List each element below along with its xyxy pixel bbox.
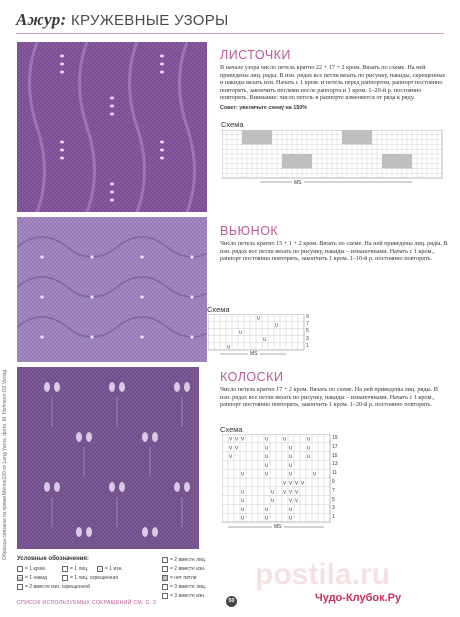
- legend-item-knit: = 1 лиц.: [62, 566, 88, 572]
- svg-text:V: V: [295, 490, 299, 496]
- knitting-chart-vine: [208, 314, 318, 364]
- purl-2tog-crossed-icon: [17, 584, 23, 590]
- row-number: 15: [332, 452, 338, 459]
- svg-text:U: U: [271, 499, 275, 505]
- svg-text:U: U: [289, 472, 293, 478]
- svg-text:U: U: [265, 437, 269, 443]
- row-number: 3: [306, 335, 309, 342]
- page-number: 50: [226, 596, 237, 607]
- svg-text:U: U: [289, 463, 293, 469]
- row-number: 13: [332, 461, 338, 468]
- svg-text:U: U: [275, 323, 279, 329]
- knitting-chart-leaves: [222, 130, 450, 192]
- section-title: ЛИСТОЧКИ: [220, 48, 291, 62]
- svg-text:U: U: [283, 437, 287, 443]
- row-number: 9: [332, 478, 335, 485]
- purl-2tog-icon: [162, 566, 168, 572]
- swatch-photo-spikes: [17, 367, 207, 549]
- knit-crossed-icon: [62, 575, 68, 581]
- row-numbers: [332, 434, 338, 522]
- row-number: 3: [332, 505, 335, 512]
- ms-label: MS: [250, 351, 258, 357]
- ms-label: MS: [294, 180, 302, 186]
- knitting-chart-spikes: [222, 434, 342, 534]
- row-number: 7: [306, 321, 309, 328]
- row-number: 5: [332, 496, 335, 503]
- legend-item-yarn-over: U = 1 накид: [18, 575, 47, 581]
- svg-text:U: U: [263, 338, 267, 344]
- row-number: 7: [332, 487, 335, 494]
- page-title: [16, 10, 229, 30]
- legend-item-purl: – = 1 изн.: [98, 566, 123, 572]
- row-number: 1: [306, 342, 309, 349]
- svg-text:U: U: [265, 472, 269, 478]
- svg-text:V: V: [283, 490, 287, 496]
- legend-title: Условные обозначения:: [17, 556, 89, 562]
- svg-text:U: U: [227, 345, 231, 351]
- svg-text:V: V: [229, 446, 233, 452]
- svg-text:V: V: [295, 499, 299, 505]
- svg-text:V: V: [229, 437, 233, 443]
- page-header: [0, 0, 460, 40]
- ms-label: MS: [274, 524, 282, 530]
- legend-item-2tog-purl: = 2 вместе изн.: [162, 566, 205, 572]
- svg-text:U: U: [241, 490, 245, 496]
- svg-text:U: U: [241, 507, 245, 513]
- watermark: postila.ru: [255, 558, 391, 591]
- svg-text:V: V: [289, 499, 293, 505]
- knit-icon: [62, 566, 68, 572]
- svg-text:V: V: [241, 437, 245, 443]
- svg-text:V: V: [235, 437, 239, 443]
- svg-text:V: V: [295, 481, 299, 487]
- svg-text:U: U: [289, 507, 293, 513]
- yarn-over-icon: U: [18, 576, 22, 581]
- legend-item-3tog-purl: = 3 вместе изн.: [162, 593, 205, 599]
- svg-text:V: V: [301, 481, 305, 487]
- legend-item-2tog-knit: = 2 вместе лиц.: [162, 557, 206, 563]
- section-description: В начале узора число петель кратно 22 + 17 + 2 кром. Вязать по схеме. На ней приведены лиц. ряды. В изн. рядах все петли вязать по рисунку, накиды, скрещенные и накиды вязать изн. Начать с 1 кром. и петель перед раппортом, раппорт постоянно повторять, закончить петлями после раппорта и 1 кром. 1–20-й р. постоянно повторять. Внимание: число петель в раппорте изменяется от ряда к ряду.: [220, 64, 446, 102]
- swatch-photo-vine: [17, 217, 207, 362]
- svg-text:V: V: [289, 490, 293, 496]
- purl-3tog-icon: [162, 593, 168, 599]
- row-number: 11: [332, 470, 338, 477]
- svg-text:U: U: [257, 316, 261, 322]
- knit-3tog-icon: [162, 584, 168, 590]
- schema-label: Схема: [207, 305, 230, 314]
- section-spikes: [220, 370, 450, 409]
- svg-text:U: U: [239, 330, 243, 336]
- row-number: 19: [332, 435, 338, 441]
- section-leaves: [220, 48, 450, 111]
- svg-text:U: U: [265, 516, 269, 522]
- svg-text:U: U: [265, 463, 269, 469]
- svg-text:U: U: [307, 446, 311, 452]
- schema-label: Схема: [221, 120, 244, 129]
- row-number: 9: [306, 314, 309, 320]
- edge-stitch-icon: [17, 566, 23, 572]
- header-divider: [16, 33, 444, 34]
- row-number: 5: [306, 328, 309, 335]
- row-number: 17: [332, 443, 338, 450]
- svg-text:U: U: [271, 490, 275, 496]
- svg-text:U: U: [241, 516, 245, 522]
- legend-item-knit-crossed: = 1 лиц. скрещенная: [62, 575, 118, 581]
- svg-text:U: U: [289, 446, 293, 452]
- svg-text:U: U: [265, 507, 269, 513]
- section-description: Число петель кратно 17 + 2 кром. Вязать по схеме. На ней приведены лиц. ряды. В изн. рядах все петли вязать по рисунку, накиды – изнаночными. Начать с 1 кром., раппорт постоянно повторять, закончить 1 кром. 1–20-й р. постоянно повторять.: [220, 386, 438, 409]
- section-description: Число петель кратно 15 + 1 + 2 кром. Вязать по схеме. На ней приведены лиц. ряды. В изн. рядах все петли вязать по рисунку, накиды – изнаночными. Начать с 1 кром., раппорт постоянно повторять, закончить 1 кром. 1–10-й р. постоянно повторять.: [220, 240, 448, 263]
- svg-text:U: U: [241, 472, 245, 478]
- section-vine: [220, 224, 450, 263]
- title-script: Ажур:: [16, 10, 67, 29]
- schema-label: Схема: [220, 425, 243, 434]
- section-title: КОЛОСКИ: [220, 370, 284, 384]
- purl-icon: –: [98, 567, 102, 572]
- abbreviations-link[interactable]: СПИСОК ИСПОЛЬЗУЕМЫХ СОКРАЩЕНИЙ СМ. С. 3: [17, 600, 157, 606]
- svg-text:U: U: [241, 499, 245, 505]
- site-logo: Чудо-Клубок.Ру: [312, 592, 404, 604]
- legend-item-no-stitch: = нет петли: [162, 575, 197, 581]
- legend-item-2tog-purl-crossed: = 2 вместе изн. скрещенной: [17, 584, 90, 590]
- svg-text:U: U: [265, 455, 269, 461]
- legend-item-edge: = 1 кром.: [17, 566, 46, 572]
- knit-2tog-icon: [162, 557, 168, 563]
- svg-text:U: U: [289, 516, 293, 522]
- svg-text:V: V: [283, 481, 287, 487]
- legend-item-3tog-knit: = 3 вместе лиц.: [162, 584, 206, 590]
- svg-text:U: U: [307, 437, 311, 443]
- section-tip: Совет: увеличьте схему на 150%: [220, 104, 308, 111]
- svg-text:V: V: [229, 455, 233, 461]
- title-main: КРУЖЕВНЫЕ УЗОРЫ: [70, 12, 229, 29]
- svg-text:U: U: [307, 455, 311, 461]
- svg-text:U: U: [265, 446, 269, 452]
- swatch-photo-leaves: [17, 42, 207, 212]
- svg-text:V: V: [289, 481, 293, 487]
- svg-text:U: U: [313, 472, 317, 478]
- svg-text:V: V: [235, 446, 239, 452]
- photo-credit: Образцы связаны из пряжи Merino120 от Lang Yarns, фото: M. Hofmann OZ Verlag: [2, 369, 8, 560]
- svg-text:U: U: [289, 455, 293, 461]
- no-stitch-icon: [162, 575, 168, 581]
- row-number: 1: [332, 514, 335, 521]
- section-title: ВЬЮНОК: [220, 224, 279, 238]
- row-numbers: [306, 314, 309, 350]
